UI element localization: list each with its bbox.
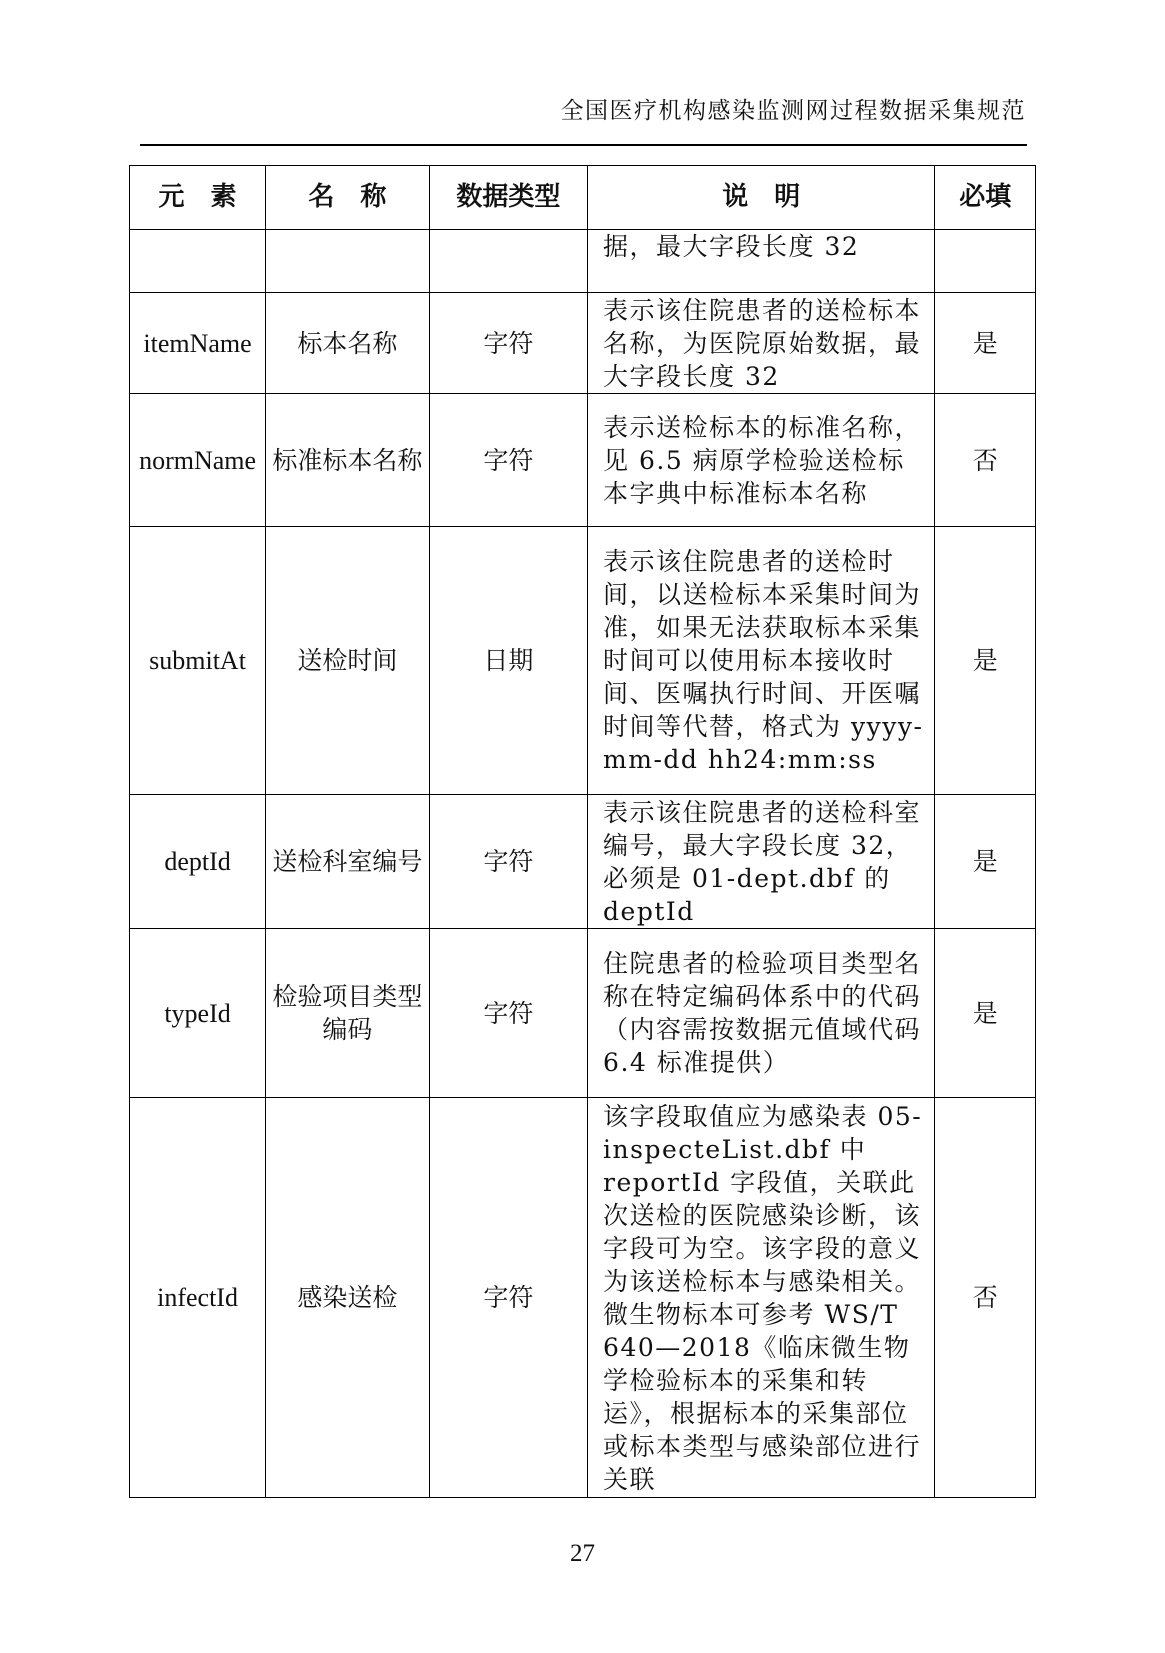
cell-required: 是: [935, 929, 1036, 1098]
table-row: [130, 230, 1036, 293]
table-row: [130, 293, 1036, 394]
header-required: 必填: [935, 166, 1036, 230]
cell-type: 字符: [429, 795, 587, 929]
cell-type: 字符: [429, 394, 587, 527]
cell-desc: 表示送检标本的标准名称，见 6.5 病原学检验送检标本字典中标准标本名称: [588, 394, 935, 527]
header-name: 名 称: [266, 166, 430, 230]
header-rule: [140, 144, 1027, 146]
cell-element: itemName: [130, 293, 266, 394]
cell-element: submitAt: [130, 527, 266, 795]
spec-table: [129, 165, 1036, 1498]
table-row: [130, 795, 1036, 929]
cell-required: 是: [935, 293, 1036, 394]
cell-desc: 表示该住院患者的送检时间，以送检标本采集时间为准，如果无法获取标本采集时间可以使用标本接收时间、医嘱执行时间、开医嘱时间等代替，格式为 yyyy-mm-dd hh24:mm:ss: [588, 527, 935, 795]
cell-name: 检验项目类型编码: [266, 929, 430, 1098]
cell-type: 日期: [429, 527, 587, 795]
table-row: [130, 394, 1036, 527]
page-header-title: 全国医疗机构感染监测网过程数据采集规范: [560, 98, 1026, 124]
cell-desc: 表示该住院患者的送检科室编号，最大字段长度 32，必须是 01-dept.dbf 的 deptId: [588, 795, 935, 929]
cell-type: 字符: [429, 293, 587, 394]
cell-required: 否: [935, 1098, 1036, 1498]
cell-name: 送检科室编号: [266, 795, 430, 929]
cell-element: normName: [130, 394, 266, 527]
cell-required: 是: [935, 795, 1036, 929]
page-number: 27: [570, 1540, 595, 1567]
header-element: 元 素: [130, 166, 266, 230]
cell-desc: 表示该住院患者的送检标本名称，为医院原始数据，最大字段长度 32: [588, 293, 935, 394]
cell-element: infectId: [130, 1098, 266, 1498]
cell-name: 送检时间: [266, 527, 430, 795]
cell-name: [266, 230, 430, 293]
cell-name: 感染送检: [266, 1098, 430, 1498]
cell-name: 标本名称: [266, 293, 430, 394]
table-row: [130, 527, 1036, 795]
cell-element: typeId: [130, 929, 266, 1098]
cell-desc: 住院患者的检验项目类型名称在特定编码体系中的代码（内容需按数据元值域代码 6.4 标准提供）: [588, 929, 935, 1098]
table-header-row: [130, 166, 1036, 230]
cell-element: deptId: [130, 795, 266, 929]
cell-required: [935, 230, 1036, 293]
cell-type: 字符: [429, 1098, 587, 1498]
table-row: [130, 929, 1036, 1098]
header-type: 数据类型: [429, 166, 587, 230]
cell-element: [130, 230, 266, 293]
cell-required: 否: [935, 394, 1036, 527]
cell-type: [429, 230, 587, 293]
table-row: [130, 1098, 1036, 1498]
cell-type: 字符: [429, 929, 587, 1098]
cell-required: 是: [935, 527, 1036, 795]
cell-desc: 该字段取值应为感染表 05-inspecteList.dbf 中 reportId 字段值，关联此次送检的医院感染诊断，该字段可为空。该字段的意义为该送检标本与感染相关。微生物标本可参考 WS/T 640—2018《临床微生物学检验标本的采集和转运》，根据标本的采集部位或标本类型与感染部位进行关联: [588, 1098, 935, 1498]
cell-desc: 据，最大字段长度 32: [588, 230, 935, 293]
cell-name: 标准标本名称: [266, 394, 430, 527]
header-desc: 说 明: [588, 166, 935, 230]
